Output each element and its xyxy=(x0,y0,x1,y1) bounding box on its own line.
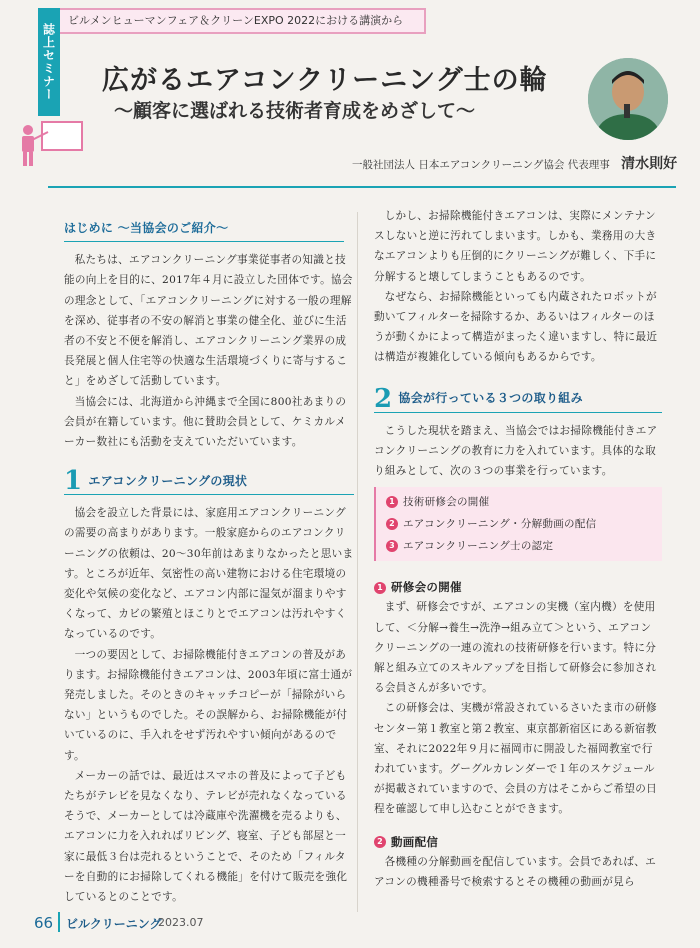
intro-paragraph-1: 私たちは、エアコンクリーニング事業従事者の知識と技能の向上を目的に、2017年４月に設立した団体です。協会の理念として、「エアコンクリーニングに対する一般の理解を深め、従事者の不安の解消と事業の健全化、並びに生活者の不安と不便を解消し、エアコンクリーニング業界の成長発展と個人住宅等の快適な生活環境づくりに寄与すること」をめざして活動しています。 xyxy=(64,254,353,388)
author-organization: 一般社団法人 日本エアコンクリーニング協会 代表理事 xyxy=(352,159,610,171)
article-subtitle: 〜顧客に選ばれる技術者育成をめざして〜 xyxy=(114,100,476,122)
intro-heading: はじめに 〜当協会のご紹介〜 xyxy=(64,218,344,242)
section-1-paragraph-2: 一つの要因として、お掃除機能付きエアコンの普及があります。お掃除機能付きエアコンは、2003年頃に富士通が発売しました。そのときのキャッチコピーが「掃除がいらない」というものでした。その誤解から、お掃除機能が付いているのに、手入れをせず汚れやすい傾向があるのです。 xyxy=(64,648,353,762)
intro-paragraph-2: 当協会には、北海道から沖縄まで全国に800社あまりの会員が在籍しています。他に賛助会員として、ケミカルメーカー数社にも活動を支えていただいています。 xyxy=(64,395,347,449)
section-1-number: 1 xyxy=(64,466,83,497)
section-1-paragraph-1: 協会を設立した背景には、家庭用エアコンクリーニングの需要の高まりがあります。一般家庭からのエアコンクリーニングの依頼は、20〜30年前はあまりなかったと思います。ところが近年、気密性の高い建物における住宅環境の変化や気候の変化など、エアコン内部に湿気が溜まりやすくなって、カビの繁殖とほこりとでエアコンは汚れやすくなっているのです。 xyxy=(64,507,354,641)
left-column xyxy=(64,218,354,907)
subsection-1-paragraph-1: まず、研修会ですが、エアコンの実機（室内機）を使用して、＜分解→養生→洗浄→組み立て＞という、エアコンクリーニングの一連の流れの技術研修を行います。特に分解と組み立てのスキルアップを目指して研修会に参加される会員さんが多いです。 xyxy=(374,601,657,695)
author-credit xyxy=(352,153,677,173)
author-photo xyxy=(588,58,668,140)
list-number-icon: 1 xyxy=(386,496,398,508)
article-title: 広がるエアコンクリーニング士の輪 xyxy=(102,65,548,96)
list-item: 3 エアコンクリーニング士の認定 xyxy=(386,535,652,557)
subsection-2-paragraph-1: 各機種の分解動画を配信しています。会員であれば、エアコンの機種番号で検索するとその機種の動画が見ら xyxy=(374,855,657,889)
section-tab: 誌上セミナー xyxy=(38,8,60,116)
section-1-paragraph-3: メーカーの話では、最近はスマホの普及によって子どもたちがテレビを見なくなり、テレビが売れなくなっているそうで、メーカーとしては冷蔵庫や洗濯機を売るよりも、エアコンに力を入れればリビング、寝室、子ども部屋と一家に最低３台は売れるということで、そのため「フィルターを自動的にお掃除してくれる機能」を付けて販売を強化しているとのことです。 xyxy=(64,769,348,904)
list-number-icon: 2 xyxy=(386,518,398,530)
magazine-name: ビルクリーニング xyxy=(66,917,162,931)
list-item: 1 技術研修会の開催 xyxy=(386,491,652,513)
author-name: 清水則好 xyxy=(621,156,678,172)
right-paragraph-2: なぜなら、お掃除機能といっても内蔵されたロボットが動いてフィルターを掃除するか、あるいはフィルターのほうが動くかによって構造がまったく違いますし、特に最近は構造が複雑化している傾向もあるからです。 xyxy=(374,290,658,364)
section-2-paragraph-1: こうした現状を踏まえ、当協会ではお掃除機能付きエアコンクリーニングの教育に力を入れています。具体的な取り組みとして、次の３つの事業を行っています。 xyxy=(374,424,658,478)
section-2-number: 2 xyxy=(374,383,393,414)
list-number-icon: 3 xyxy=(386,540,398,552)
subsection-1-paragraph-2: この研修会は、実機が常設されているさいたま市の研修センター第１教室と第２教室、東京都新宿区にある新宿教室、それに2022年９月に福岡市に開設した福岡教室で行われています。グーグルカレンダーで１年のスケジュールが掲載されていますので、会員の方はそこからご希望の日程を確認して申し込むことができます。 xyxy=(374,702,658,816)
header-rule xyxy=(48,186,676,188)
section-1-heading xyxy=(64,468,354,495)
subsection-number-icon: 2 xyxy=(374,836,386,848)
column-divider xyxy=(357,212,358,912)
initiatives-list xyxy=(374,487,662,561)
subsection-number-icon: 1 xyxy=(374,582,386,594)
page-number: 66 xyxy=(34,914,54,932)
right-column xyxy=(374,206,662,892)
presenter-icon xyxy=(14,118,86,168)
right-paragraph-1: しかし、お掃除機能付きエアコンは、実際にメンテナンスしないと逆に汚れてしまいます。しかも、業務用の大きなエアコンよりも圧倒的にクリーニングが難しく、下手に分解すると壊してしまうこともあるのです。 xyxy=(374,210,657,283)
footer-divider xyxy=(58,912,60,932)
section-2-heading xyxy=(374,383,662,414)
section-1-title: エアコンクリーニングの現状 xyxy=(88,474,248,489)
subsection-2-heading: 2 動画配信 xyxy=(374,832,662,852)
list-item: 2 エアコンクリーニング・分解動画の配信 xyxy=(386,513,652,535)
event-banner: ビルメンヒューマンフェア＆クリーンEXPO 2022における講演から xyxy=(60,8,426,34)
section-2-title: 協会が行っている３つの取り組み xyxy=(398,391,583,406)
subsection-1-heading: 1 研修会の開催 xyxy=(374,577,662,597)
issue-date: 2023.07 xyxy=(158,916,204,929)
